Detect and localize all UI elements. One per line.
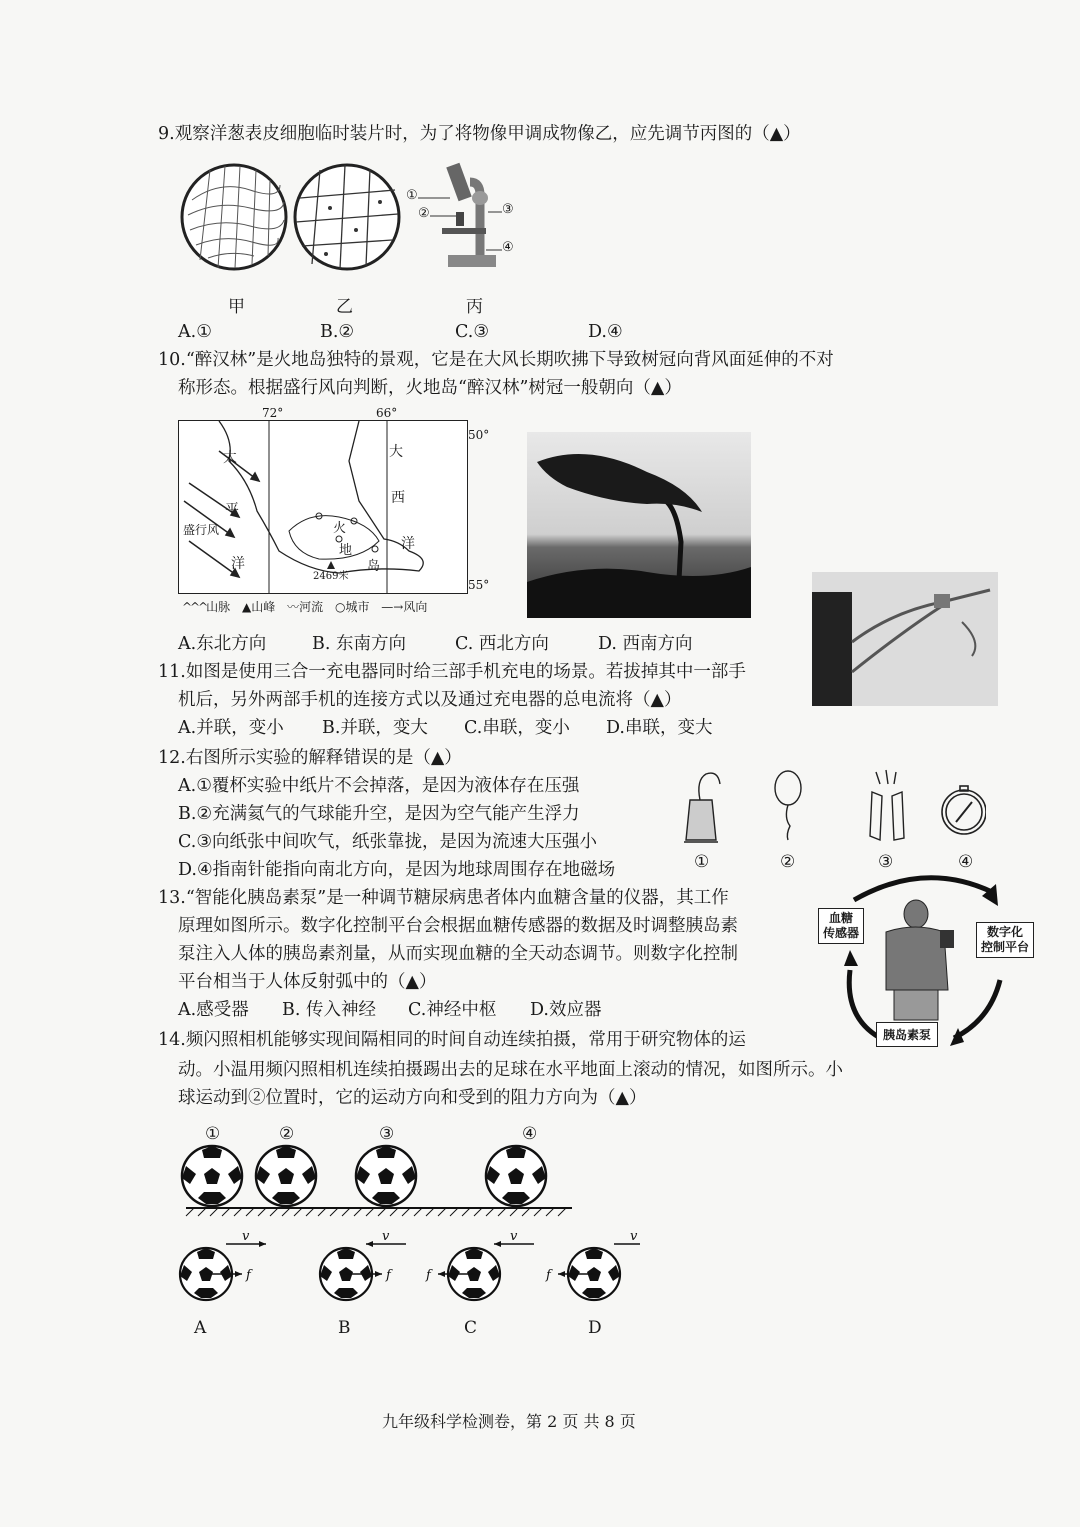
drunken-forest-photo — [527, 432, 751, 618]
position-label-4: ④ — [522, 1124, 538, 1144]
map-lon-72: 72° — [262, 406, 284, 420]
position-label-3: ③ — [379, 1124, 395, 1144]
q9-figures — [180, 160, 530, 280]
map-label-wind: 盛行风 — [183, 523, 220, 537]
map-label-di: 地 — [339, 543, 353, 558]
label-yi: 乙 — [336, 297, 353, 317]
marker-1: ① — [406, 188, 418, 203]
legend-city: 城市 — [345, 600, 370, 614]
box-insulin-pump: 胰岛素泵 — [876, 1022, 938, 1047]
q10-stem-line1: 10.“醉汉林”是火地岛独特的景观，它是在大风长期吹拂下导致树冠向背风面延伸的不对 — [158, 350, 834, 370]
q14-stem-line1: 14.频闪照相机能够实现间隔相同的时间自动连续拍摄，常用于研究物体的运 — [158, 1030, 746, 1050]
q11-option-d[interactable]: D.串联，变大 — [606, 718, 713, 738]
map-lat-50: 50° — [468, 428, 490, 442]
map-lat-55: 55° — [468, 578, 490, 592]
q9-option-d[interactable]: D.④ — [588, 322, 623, 342]
answer-label-c[interactable]: C — [464, 1318, 478, 1338]
q12-option-c[interactable]: C.③向纸张中间吹气，纸张靠拢，是因为流速大压强小 — [178, 832, 598, 852]
label-bing: 丙 — [466, 297, 483, 317]
control-line1: 数字化 — [987, 925, 1024, 939]
map-label-peak: 2469米 — [313, 571, 349, 582]
q13-option-a[interactable]: A.感受器 — [178, 1000, 249, 1020]
ball-position-2 — [256, 1146, 316, 1206]
map-label-dao: 岛 — [367, 559, 381, 574]
position-label-1: ① — [205, 1124, 221, 1144]
q13-option-b[interactable]: B. 传入神经 — [282, 1000, 376, 1020]
ball-position-4 — [486, 1146, 546, 1206]
balloon-figure — [775, 771, 801, 840]
label-jia: 甲 — [228, 297, 245, 317]
q11-option-c[interactable]: C.串联，变小 — [464, 718, 570, 738]
q13-stem-line4: 平台相当于人体反射弧中的（▲） — [178, 972, 437, 992]
q14-stem-line2: 动。小温用频闪照相机连续拍摄踢出去的足球在水平地面上滚动的情况，如图所示。小 — [178, 1060, 843, 1080]
microscope-figure — [418, 163, 502, 267]
friction-symbol: f — [386, 1268, 391, 1283]
q12-label-4: ④ — [958, 852, 974, 872]
q12-stem: 12.右图所示实验的解释错误的是（▲） — [158, 748, 462, 768]
marker-2: ② — [418, 206, 430, 221]
q12-label-1: ① — [694, 852, 710, 872]
answer-label-b[interactable]: B — [338, 1318, 351, 1338]
velocity-symbol: v — [242, 1229, 250, 1244]
legend-wind: 风向 — [403, 600, 428, 614]
q12-label-3: ③ — [878, 852, 894, 872]
answer-label-a[interactable]: A — [194, 1318, 207, 1338]
q13-option-c[interactable]: C.神经中枢 — [408, 1000, 497, 1020]
velocity-symbol: v — [630, 1229, 638, 1244]
q11-option-a[interactable]: A.并联，变小 — [178, 718, 284, 738]
q11-stem-line2: 机后，另外两部手机的连接方式以及通过充电器的总电流将（▲） — [178, 690, 682, 710]
ball-position-1 — [182, 1146, 242, 1206]
q13-option-d[interactable]: D.效应器 — [530, 1000, 602, 1020]
compass-figure — [942, 786, 986, 834]
q14-answer-figures — [170, 1226, 640, 1306]
q12-option-a[interactable]: A.①覆杯实验中纸片不会掉落，是因为液体存在压强 — [178, 776, 580, 796]
page-footer: 九年级科学检测卷，第 2 页 共 8 页 — [382, 1412, 636, 1431]
q12-figures — [676, 766, 986, 846]
legend-peak: 山峰 — [251, 600, 276, 614]
q10-option-d[interactable]: D. 西南方向 — [598, 634, 693, 654]
q10-option-c[interactable]: C. 西北方向 — [455, 634, 549, 654]
q9-option-c[interactable]: C.③ — [455, 322, 490, 342]
q9-option-b[interactable]: B.② — [320, 322, 355, 342]
answer-ball-b[interactable] — [320, 1229, 406, 1300]
cell-image-jia — [182, 165, 286, 269]
q10-option-b[interactable]: B. 东南方向 — [312, 634, 406, 654]
inverted-cup-figure — [684, 773, 720, 842]
answer-ball-c[interactable] — [425, 1229, 534, 1300]
q12-option-b[interactable]: B.②充满氦气的气球能升空，是因为空气能产生浮力 — [178, 804, 580, 824]
map-label-xi: 西 — [391, 490, 405, 506]
map-label-da: 大 — [389, 444, 403, 460]
answer-balls — [180, 1229, 640, 1300]
q10-option-a[interactable]: A.东北方向 — [178, 634, 267, 654]
q11-stem-line1: 11.如图是使用三合一充电器同时给三部手机充电的场景。若拔掉其中一部手 — [158, 662, 746, 682]
q9-option-a[interactable]: A.① — [178, 322, 212, 342]
box-digital-control-platform — [976, 922, 1034, 958]
position-label-2: ② — [279, 1124, 295, 1144]
q13-stem-line3: 泵注入人体的胰岛素剂量，从而实现血糖的全天动态调节。则数字化控制 — [178, 944, 738, 964]
q10-stem-line2: 称形态。根据盛行风向判断，火地岛“醉汉林”树冠一般朝向（▲） — [178, 378, 682, 398]
friction-symbol: f — [246, 1268, 251, 1283]
map-label-yang2: 洋 — [401, 536, 415, 552]
velocity-symbol: v — [382, 1229, 390, 1244]
control-line2: 控制平台 — [981, 940, 1030, 954]
q9-stem: 9.观察洋葱表皮细胞临时装片时，为了将物像甲调成物像乙，应先调节丙图的（▲） — [158, 124, 801, 144]
q14-stem-line3: 球运动到②位置时，它的运动方向和受到的阻力方向为（▲） — [178, 1088, 647, 1108]
q13-stem-line1: 13.“智能化胰岛素泵”是一种调节糖尿病患者体内血糖含量的仪器，其工作 — [158, 888, 729, 908]
map-label-tai: 太 — [223, 450, 237, 466]
answer-ball-a[interactable] — [180, 1229, 266, 1300]
paper-sheets-figure — [870, 770, 904, 840]
q12-option-d[interactable]: D.④指南针能指向南北方向，是因为地球周围存在地磁场 — [178, 860, 616, 880]
q13-stem-line2: 原理如图所示。数字化控制平台会根据血糖传感器的数据及时调整胰岛素 — [178, 916, 738, 936]
box-blood-sugar-sensor — [818, 908, 864, 944]
q11-option-b[interactable]: B.并联，变大 — [322, 718, 428, 738]
map-legend: ^^^山脉 ▲山峰 〰河流 ○城市 —→风向 — [182, 600, 428, 614]
sensor-line2: 传感器 — [823, 926, 860, 940]
friction-symbol: f — [426, 1268, 431, 1283]
velocity-symbol: v — [510, 1229, 518, 1244]
map-label-yang: 洋 — [231, 556, 245, 572]
answer-label-d[interactable]: D — [588, 1318, 602, 1338]
sensor-line1: 血糖 — [829, 911, 854, 925]
map-lon-66: 66° — [376, 406, 398, 420]
q12-label-2: ② — [780, 852, 796, 872]
ball-position-3 — [356, 1146, 416, 1206]
friction-symbol: f — [546, 1268, 551, 1283]
answer-ball-d[interactable] — [545, 1229, 640, 1300]
marker-3: ③ — [502, 202, 514, 217]
charger-photo — [812, 572, 998, 706]
map-label-huo: 火 — [333, 521, 347, 536]
legend-river: 河流 — [299, 600, 324, 614]
cell-image-yi — [295, 165, 399, 269]
marker-4: ④ — [502, 240, 514, 255]
legend-mountain: 山脉 — [206, 600, 231, 614]
tierra-del-fuego-map — [178, 420, 468, 594]
map-label-ping: 平 — [225, 502, 239, 518]
